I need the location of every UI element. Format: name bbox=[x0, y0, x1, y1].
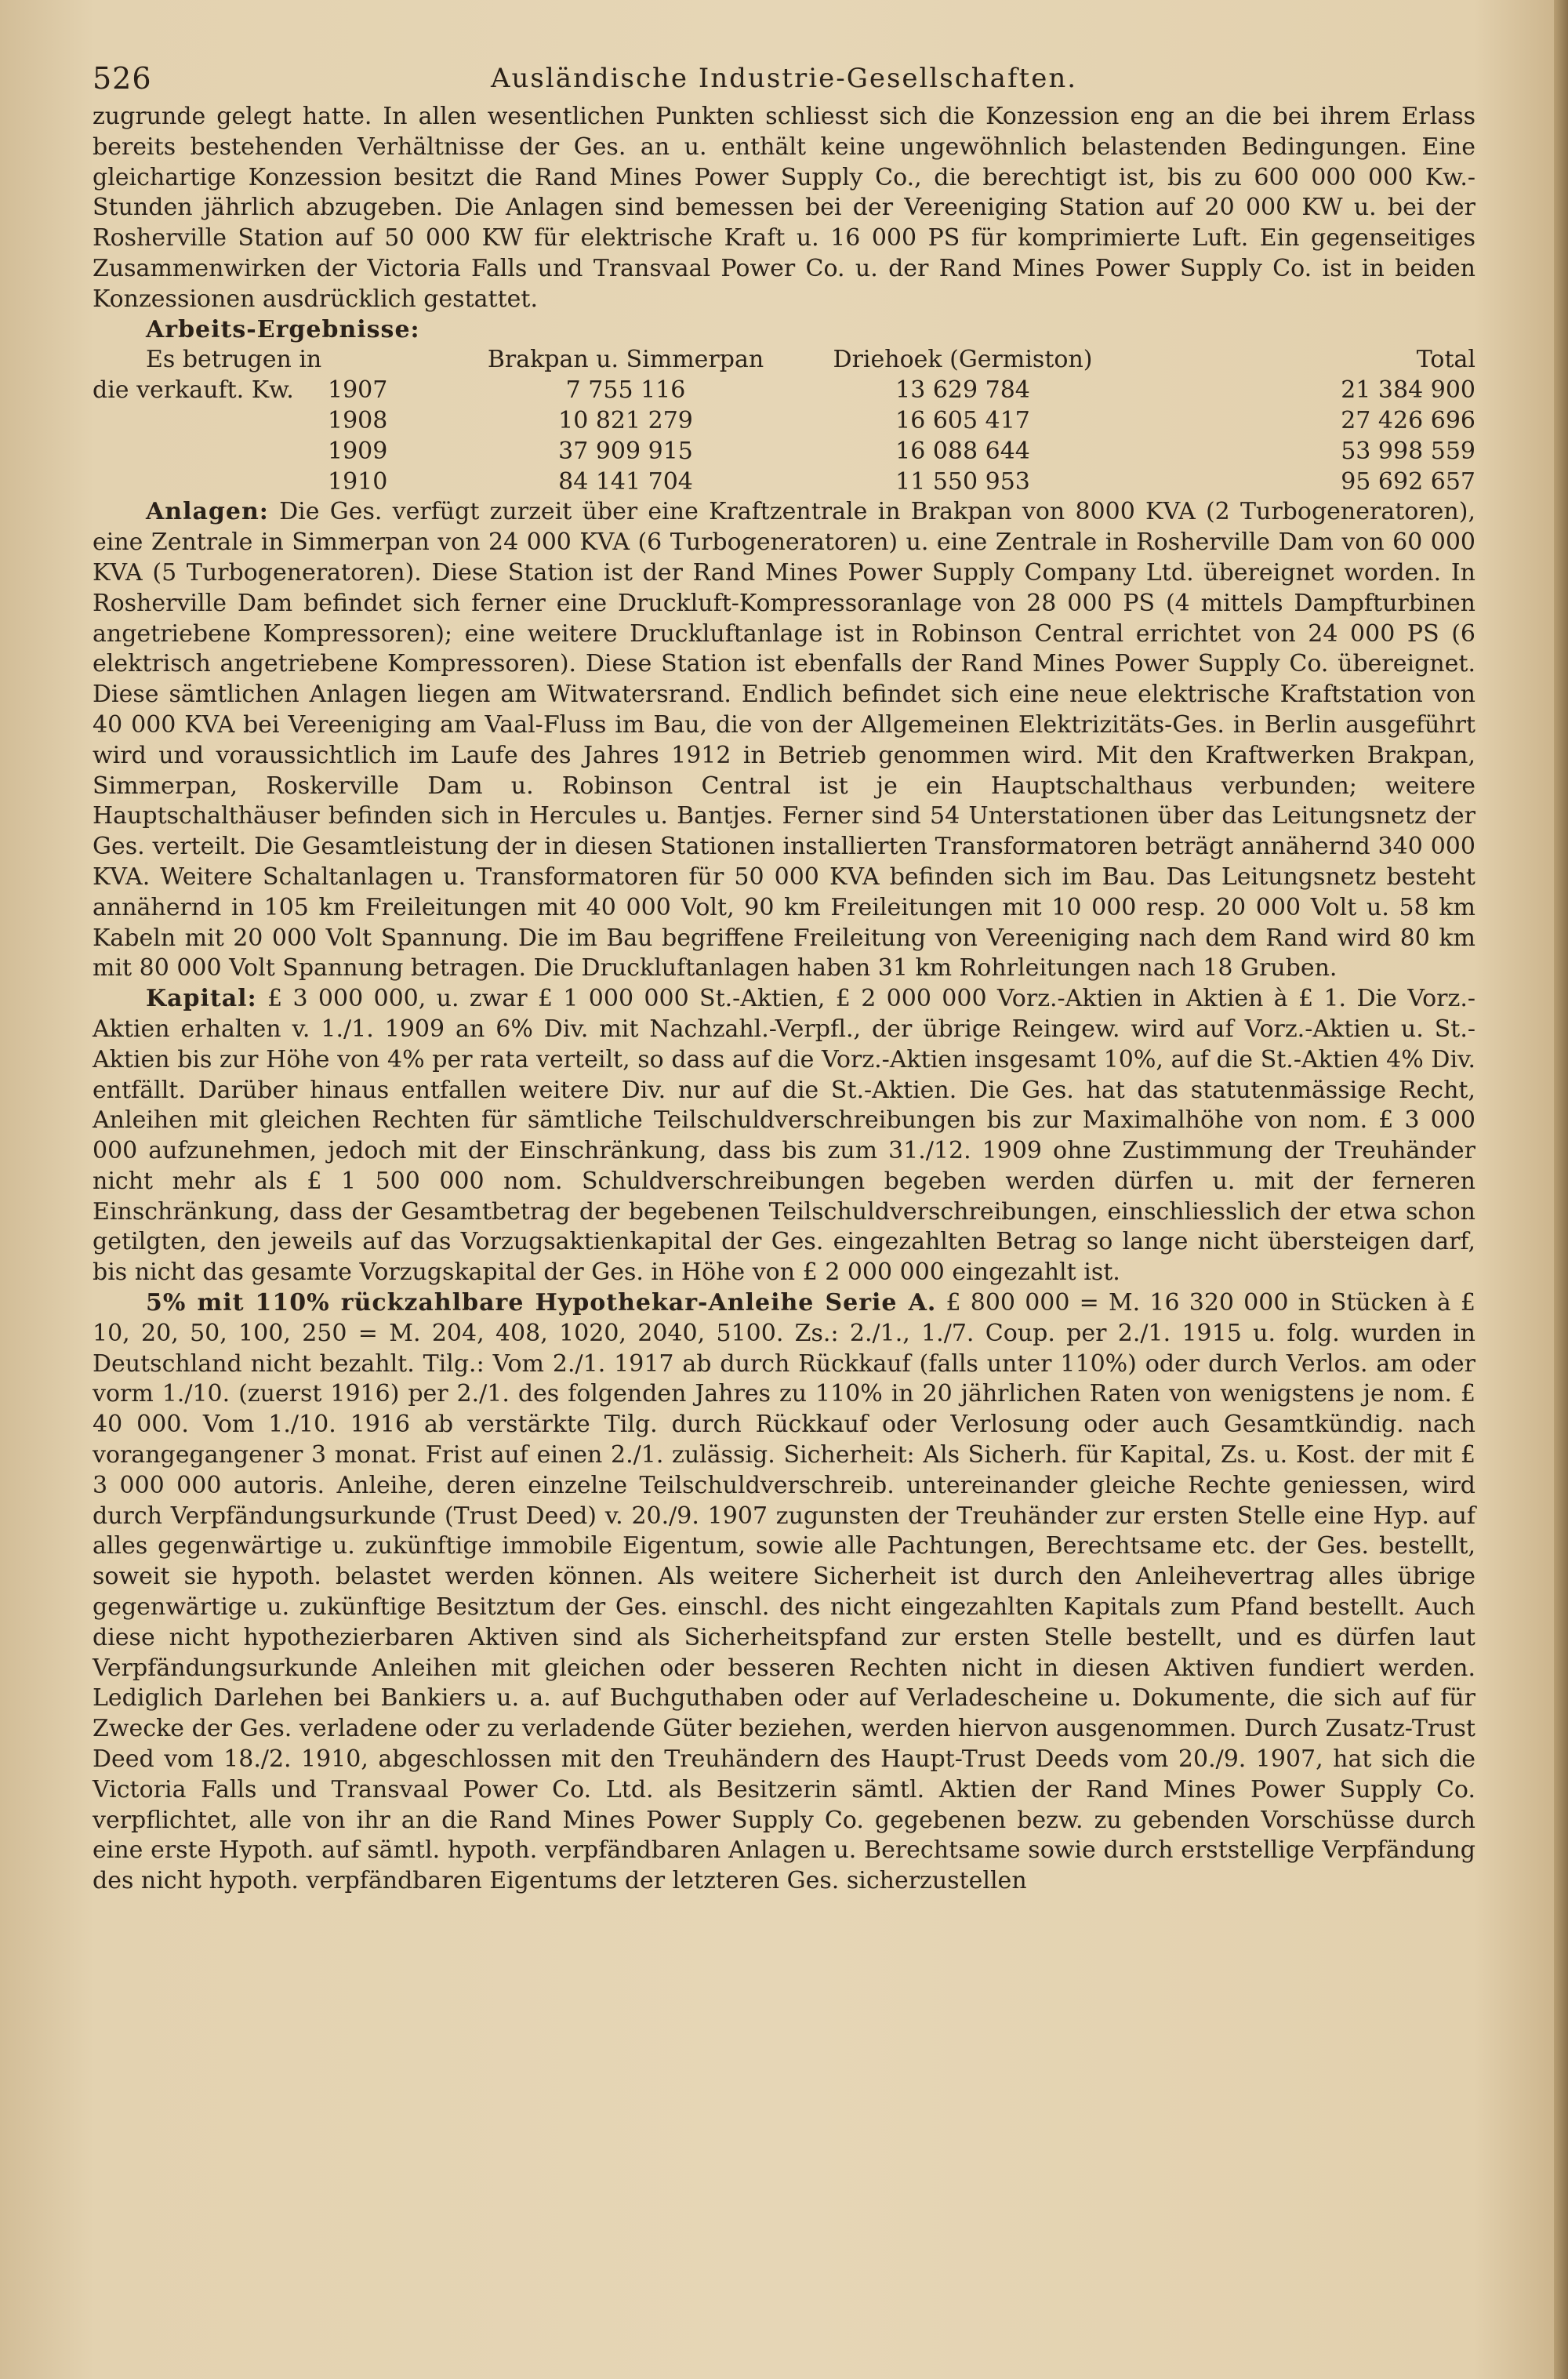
year-cell: 1907 bbox=[328, 376, 388, 405]
col-driehoek: Driehoek (Germiston) bbox=[833, 346, 1093, 374]
brakpan-cell: 37 909 915 bbox=[558, 437, 693, 465]
total-cell: 21 384 900 bbox=[1341, 376, 1475, 405]
kapital-paragraph bbox=[93, 984, 1475, 1288]
total-cell: 27 426 696 bbox=[1341, 406, 1475, 434]
results-label-1: Es betrugen in bbox=[146, 346, 322, 374]
col-total: Total bbox=[1416, 346, 1475, 374]
driehoek-cell: 13 629 784 bbox=[895, 376, 1030, 405]
body-text bbox=[93, 102, 1475, 1897]
results-section bbox=[93, 315, 1475, 498]
intro-paragraph: zugrunde gelegt hatte. In allen wesentlichen Punkten schliesst sich die Konzession eng an die bei ihrem Erlass bereits bestehenden Verhältnisse der Ges. an u. enthält keine ungewöhnlich belastenden Bedingungen. Eine gleichartige Konzession besitzt die Rand Mines Power Supply Co., die berechtigt ist, bis zu 600 000 000 Kw.-Stunden jährlich abzugeben. Die Anlagen sind bemessen bei der Vereeniging Station auf 20 000 KW u. bei der Rosherville Station auf 50 000 KW für elektrische Kraft u. 16 000 PS für komprimierte Luft. Ein gegenseitiges Zusammenwirken der Victoria Falls und Transvaal Power Co. u. der Rand Mines Power Supply Co. ist in beiden Konzessionen ausdrücklich gestattet. bbox=[93, 103, 1475, 313]
brakpan-cell: 84 141 704 bbox=[558, 467, 693, 496]
anleihe-text: £ 800 000 = M. 16 320 000 in Stücken à £ 10, 20, 50, 100, 250 = M. 204, 408, 1020, 2040, 5100. Zs.: 2./1., 1./7. Coup. per 2./1. 1915 u. folg. wurden in Deutschland nicht bezahlt. Tilg.: Vom 2./1. 1917 ab durch Rückkauf (falls unter 110%) oder durch Verlos. am oder vorm 1./10. (zuerst 1916) per 2./1. des folgenden Jahres zu 110% in 20 jährlichen Raten von wenigstens je nom. £ 40 000. Vom 1./10. 1916 ab verstärkte Tilg. durch Rückkauf oder Verlosung oder auch Gesamtkündig. nach vorangegangener 3 monat. Frist auf einen 2./1. zulässig. Sicherheit: Als Sicherh. für Kapital, Zs. u. Kost. der mit £ 3 000 000 autoris. Anleihe, deren einzelne Teilschuldverschreib. untereinander gleiche Rechte geniessen, wird durch Verpfändungsurkunde (Trust Deed) v. 20./9. 1907 zugunsten der Treuhänder zur ersten Stelle eine Hyp. auf alles gegenwärtige u. zukünftige immobile Eigentum, sowie alle Pachtungen, Berechtsame etc. der Ges. bestellt, soweit sie hypoth. belastet werden können. Als weitere Sicherheit ist durch den Anleihevertrag alles übrige gegenwärtige u. zukünftige Besitztum der Ges. einschl. des nicht eingezahlten Kapitals zum Pfand bestellt. Auch diese nicht hypothezierbaren Aktiven sind als Sicherheitspfand zur ersten Stelle bestellt, und es dürfen laut Verpfändungsurkunde Anleihen mit gleichen oder besseren Rechten nicht in diesen Aktiven fundiert werden. Lediglich Darlehen bei Bankiers u. a. auf Buchguthaben oder auf Verladescheine u. Dokumente, die sich auf für Zwecke der Ges. verladene oder zu verladende Güter beziehen, werden hiervon ausgenommen. Durch Zusatz-Trust Deed vom 18./2. 1910, abgeschlossen mit den Treuhändern des Haupt-Trust Deeds vom 20./9. 1907, hat sich die Victoria Falls und Transvaal Power Co. Ltd. als Besitzerin sämtl. Aktien der Rand Mines Power Supply Co. verpflichtet, alle von ihr an die Rand Mines Power Supply Co. gegebenen bezw. zu gebenden Vorschüsse durch eine erste Hypoth. auf sämtl. hypoth. verpfändbaren Anlagen u. Berechtsame sowie durch erststellige Verpfändung des nicht hypoth. verpfändbaren Eigentums der letzteren Ges. sicherzustellen bbox=[93, 1289, 1476, 1895]
page-edge bbox=[1554, 0, 1568, 2379]
anlagen-text: Die Ges. verfügt zurzeit über eine Kraftzentrale in Brakpan von 8000 KVA (2 Turbogeneratoren), eine Zentrale in Simmerpan von 24 000 KVA (6 Turbogeneratoren) u. eine Zentrale in Rosherville Dam von 60 000 KVA (5 Turbogeneratoren). Diese Station ist der Rand Mines Power Supply Company Ltd. übereignet worden. In Rosherville Dam befindet sich ferner eine Druckluft-Kompressoranlage von 28 000 PS (4 mittels Dampfturbinen angetriebene Kompressoren); eine weitere Druckluftanlage ist in Robinson Central errichtet von 24 000 PS (6 elektrisch angetriebene Kompressoren). Diese Station ist ebenfalls der Rand Mines Power Supply Co. übereignet. Diese sämtlichen Anlagen liegen am Witwatersrand. Endlich befindet sich eine neue elektrische Kraftstation von 40 000 KVA bei Vereeniging am Vaal-Fluss im Bau, die von der Allgemeinen Elektrizitäts-Ges. in Berlin ausgeführt wird und voraussichtlich im Laufe des Jahres 1912 in Betrieb genommen wird. Mit den Kraftwerken Brakpan, Simmerpan, Roskerville Dam u. Robinson Central ist je ein Hauptschalthaus verbunden; weitere Hauptschalthäuser befinden sich in Hercules u. Bantjes. Ferner sind 54 Unterstationen über das Leitungsnetz der Ges. verteilt. Die Gesamtleistung der in diesen Stationen installierten Transformatoren beträgt annähernd 340 000 KVA. Weitere Schaltanlagen u. Transformatoren für 50 000 KVA befinden sich im Bau. Das Leitungsnetz besteht annähernd in 105 km Freileitungen mit 40 000 Volt, 90 km Freileitungen mit 10 000 resp. 20 000 Volt u. 58 km Kabeln mit 20 000 Volt Spannung. Die im Bau begriffene Freileitung von Vereeniging nach dem Rand wird 80 km mit 80 000 Volt Spannung betragen. Die Druckluftanlagen haben 31 km Rohrleitungen nach 18 Gruben. bbox=[93, 498, 1475, 982]
anlagen-paragraph bbox=[93, 497, 1475, 984]
page-number: 526 bbox=[93, 61, 152, 96]
results-header-row bbox=[93, 345, 1475, 376]
driehoek-cell: 16 605 417 bbox=[895, 406, 1030, 434]
anleihe-paragraph bbox=[93, 1288, 1475, 1897]
year-cell: 1908 bbox=[328, 406, 388, 434]
col-brakpan: Brakpan u. Simmerpan bbox=[487, 346, 764, 374]
total-cell: 95 692 657 bbox=[1341, 467, 1475, 496]
table-row bbox=[93, 376, 1475, 406]
total-cell: 53 998 559 bbox=[1341, 437, 1475, 465]
driehoek-cell: 16 088 644 bbox=[895, 437, 1030, 465]
results-label-2: die verkauft. Kw. bbox=[93, 376, 294, 405]
running-title: Ausländische Industrie-Gesellschaften. bbox=[490, 63, 1078, 94]
table-row bbox=[93, 406, 1475, 437]
brakpan-cell: 10 821 279 bbox=[558, 406, 693, 434]
table-row bbox=[93, 467, 1475, 498]
kapital-text: £ 3 000 000, u. zwar £ 1 000 000 St.-Aktien, £ 2 000 000 Vorz.-Aktien in Aktien à £ 1. Die Vorz.-Aktien erhalten v. 1./1. 1909 an 6% Div. mit Nachzahl.-Verpfl., der übrige Reingew. wird auf Vorz.-Aktien u. St.-Aktien bis zur Höhe von 4% per rata verteilt, so dass auf die Vorz.-Aktien insgesamt 10%, auf die St.-Aktien 4% Div. entfällt. Darüber hinaus entfallen weitere Div. nur auf die St.-Aktien. Die Ges. hat das statutenmässige Recht, Anleihen mit gleichen Rechten für sämtliche Teilschuldverschreibungen bis zur Maximalhöhe von nom. £ 3 000 000 aufzunehmen, jedoch mit der Einschränkung, dass bis zum 31./12. 1909 ohne Zustimmung der Treuhänder nicht mehr als £ 1 500 000 nom. Schuldverschreibungen begeben werden dürfen u. mit der ferneren Einschränkung, dass der Gesamtbetrag der begebenen Teilschuldverschreibungen, einschliesslich der etwa schon getilgten, den jeweils auf das Vorzugsaktienkapital der Ges. eingezahlten Betrag so lange nicht übersteigen darf, bis nicht das gesamte Vorzugskapital der Ges. in Höhe von £ 2 000 000 eingezahlt ist. bbox=[93, 985, 1475, 1287]
year-cell: 1910 bbox=[328, 467, 388, 496]
anlagen-heading: Anlagen: bbox=[146, 498, 269, 526]
table-row bbox=[93, 437, 1475, 467]
page-header bbox=[93, 55, 1475, 102]
anleihe-heading: 5% mit 110% rückzahlbare Hypothekar-Anleihe Serie A. bbox=[146, 1289, 937, 1317]
results-heading: Arbeits-Ergebnisse: bbox=[146, 315, 420, 343]
results-table bbox=[93, 345, 1475, 497]
kapital-heading: Kapital: bbox=[146, 985, 257, 1013]
year-cell: 1909 bbox=[328, 437, 388, 465]
brakpan-cell: 7 755 116 bbox=[565, 376, 686, 405]
driehoek-cell: 11 550 953 bbox=[895, 467, 1030, 496]
